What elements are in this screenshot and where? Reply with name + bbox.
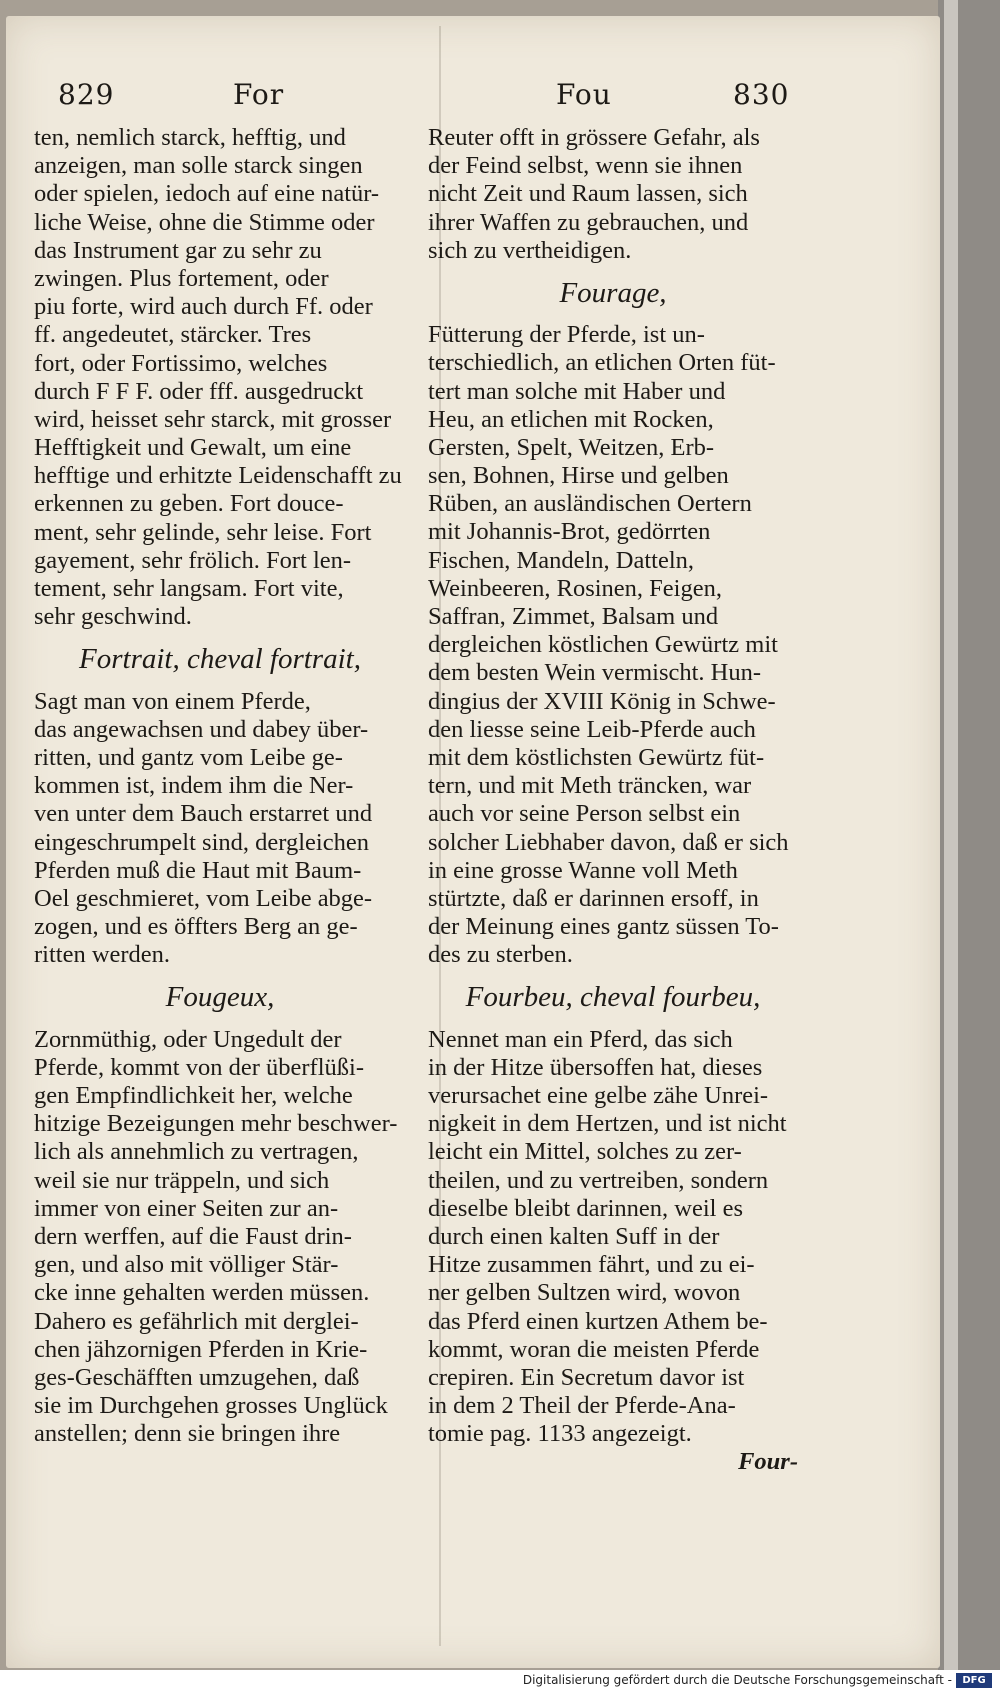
text-line: tert man solche mit Haber und xyxy=(428,377,726,405)
text-line: sie im Durchgehen grosses Unglück xyxy=(34,1392,388,1420)
text-line: hefftige und erhitzte Leidenschafft zu xyxy=(34,462,402,490)
text-line: Fütterung der Pferde, ist un- xyxy=(428,321,705,349)
text-line: ihrer Waffen zu gebrauchen, und xyxy=(428,208,749,236)
left-text-block-3 xyxy=(34,1026,406,1449)
text-line: Dahero es gefährlich mit derglei- xyxy=(34,1307,359,1335)
text-line: tern, und mit Meth träncken, war xyxy=(428,772,752,800)
left-running-title: For xyxy=(233,78,285,111)
entry-heading-fougeux: Fougeux, xyxy=(165,981,275,1014)
text-line: den liesse seine Leib-Pferde auch xyxy=(428,715,756,743)
left-page-number: 829 xyxy=(58,78,115,111)
text-line: solcher Liebhaber davon, daß er sich xyxy=(428,828,789,856)
text-line: mit Johannis-Brot, gedörrten xyxy=(428,518,711,546)
text-line: anzeigen, man solle starck singen xyxy=(34,152,363,180)
text-line: hitzige Bezeigungen mehr beschwer- xyxy=(34,1110,398,1138)
text-line: ven unter dem Bauch erstarret und xyxy=(34,800,373,828)
text-line: dieselbe bleibt darinnen, weil es xyxy=(428,1194,743,1222)
text-line: dem besten Wein vermischt. Hun- xyxy=(428,659,762,687)
right-running-title: Fou xyxy=(556,78,612,111)
text-line: Oel geschmieret, vom Leibe abge- xyxy=(34,884,373,912)
text-line: oder spielen, iedoch auf eine natür- xyxy=(34,180,380,208)
text-line: ner gelben Sultzen wird, wovon xyxy=(428,1279,741,1307)
text-line: cke inne gehalten werden müssen. xyxy=(34,1279,370,1307)
text-line: der Feind selbst, wenn sie ihnen xyxy=(428,152,743,180)
text-line: verursachet eine gelbe zähe Unrei- xyxy=(428,1082,769,1109)
text-line: immer von einer Seiten zur an- xyxy=(34,1194,339,1222)
text-line: gayement, sehr frölich. Fort len- xyxy=(34,546,352,574)
text-line: der Meinung eines gantz süssen To- xyxy=(428,913,779,941)
left-text-block-1 xyxy=(34,124,406,631)
text-line: crepiren. Ein Secretum davor ist xyxy=(428,1363,745,1391)
text-line: theilen, und zu vertreiben, sondern xyxy=(428,1166,769,1194)
text-line: liche Weise, ohne die Stimme oder xyxy=(34,208,375,236)
text-line: Fischen, Mandeln, Datteln, xyxy=(428,546,695,574)
text-line: Nennet man ein Pferd, das sich xyxy=(428,1025,733,1053)
text-line: terschiedlich, an etlichen Orten füt- xyxy=(428,349,776,377)
text-line: das Pferd einen kurtzen Athem be- xyxy=(428,1307,768,1335)
text-line: fort, oder Fortissimo, welches xyxy=(34,349,328,377)
left-column xyxy=(34,124,406,1448)
right-column xyxy=(428,124,798,1477)
text-line: des zu sterben. xyxy=(428,941,573,969)
text-line: Hefftigkeit und Gewalt, um eine xyxy=(34,434,352,462)
text-line: mit dem köstlichsten Gewürtz füt- xyxy=(428,743,765,771)
text-line: zwingen. Plus fortement, oder xyxy=(34,264,329,292)
text-line: tomie pag. 1133 angezeigt. xyxy=(428,1420,692,1448)
catchword: Four- xyxy=(738,1448,798,1476)
text-line: Weinbeeren, Rosinen, Feigen, xyxy=(428,574,722,602)
text-line: das angewachsen und dabey über- xyxy=(34,715,369,743)
text-line: gen, und also mit völliger Stär- xyxy=(34,1251,339,1279)
text-line: dern werffen, auf die Faust drin- xyxy=(34,1222,352,1250)
footer-credit: Digitalisierung gefördert durch die Deutsche Forschungsgemeinschaft - xyxy=(522,1673,952,1687)
text-line: zogen, und es öffters Berg an ge- xyxy=(34,913,358,941)
right-text-block-3 xyxy=(428,1026,798,1449)
text-line: dingius der XVIII König in Schwe- xyxy=(428,687,776,715)
text-line: ritten, und gantz vom Leibe ge- xyxy=(34,743,343,771)
text-line: weil sie nur träppeln, und sich xyxy=(34,1166,330,1194)
text-line: gen Empfindlichkeit her, welche xyxy=(34,1082,353,1109)
text-line: eingeschrumpelt sind, dergleichen xyxy=(34,828,369,856)
text-line: piu forte, wird auch durch Ff. oder xyxy=(34,293,373,321)
text-line: Heu, an etlichen mit Rocken, xyxy=(428,405,714,433)
text-line: das Instrument gar zu sehr zu xyxy=(34,236,322,264)
text-line: Rüben, an ausländischen Oertern xyxy=(428,490,752,518)
text-line: Hitze zusammen fährt, und zu ei- xyxy=(428,1251,755,1279)
text-line: kommen ist, indem ihm die Ner- xyxy=(34,772,354,800)
text-line: Zornmüthig, oder Ungedult der xyxy=(34,1025,342,1053)
dfg-logo: DFG xyxy=(956,1673,992,1688)
text-line: ritten werden. xyxy=(34,941,171,969)
text-line: sen, Bohnen, Hirse und gelben xyxy=(428,462,729,490)
text-line: chen jähzornigen Pferden in Krie- xyxy=(34,1335,368,1363)
text-line: in eine grosse Wanne voll Meth xyxy=(428,856,738,884)
text-line: sehr geschwind. xyxy=(34,603,192,631)
right-text-block-2 xyxy=(428,321,798,969)
text-line: Sagt man von einem Pferde, xyxy=(34,687,311,715)
text-line: tement, sehr langsam. Fort vite, xyxy=(34,575,344,602)
text-line: sich zu vertheidigen. xyxy=(428,236,632,264)
entry-heading-fortrait: Fortrait, cheval fortrait, xyxy=(79,643,361,676)
text-line: anstellen; denn sie bringen ihre xyxy=(34,1420,341,1448)
text-line: auch vor seine Person selbst ein xyxy=(428,800,741,828)
scan-edge-strip xyxy=(944,0,958,1692)
text-line: durch F F F. oder fff. ausgedruckt xyxy=(34,377,364,405)
text-line: wird, heisset sehr starck, mit grosser xyxy=(34,405,392,433)
text-line: Pferden muß die Haut mit Baum- xyxy=(34,856,362,884)
text-line: ges-Geschäfften umzugehen, daß xyxy=(34,1363,360,1391)
text-line: ment, sehr gelinde, sehr leise. Fort xyxy=(34,518,372,546)
text-line: kommt, woran die meisten Pferde xyxy=(428,1335,760,1363)
text-line: leicht ein Mittel, solches zu zer- xyxy=(428,1138,742,1166)
text-line: Saffran, Zimmet, Balsam und xyxy=(428,603,719,630)
text-line: durch einen kalten Suff in der xyxy=(428,1222,720,1250)
right-page-number: 830 xyxy=(733,78,790,111)
text-line: nigkeit in dem Hertzen, und ist nicht xyxy=(428,1110,787,1138)
entry-heading-fourage: Fourage, xyxy=(559,276,667,309)
text-line: in der Hitze übersoffen hat, dieses xyxy=(428,1053,763,1081)
entry-heading-fourbeu: Fourbeu, cheval fourbeu, xyxy=(465,981,761,1014)
text-line: lich als annehmlich zu vertragen, xyxy=(34,1138,359,1166)
text-line: Reuter offt in grössere Gefahr, als xyxy=(428,124,760,151)
text-line: Gersten, Spelt, Weitzen, Erb- xyxy=(428,433,715,461)
text-line: in dem 2 Theil der Pferde-Ana- xyxy=(428,1392,736,1420)
text-line: Pferde, kommt von der überflüßi- xyxy=(34,1053,364,1081)
text-line: ten, nemlich starck, hefftig, und xyxy=(34,124,346,151)
left-text-block-2 xyxy=(34,688,406,970)
text-line: ff. angedeutet, stärcker. Tres xyxy=(34,321,312,349)
text-line: dergleichen köstlichen Gewürtz mit xyxy=(428,631,778,659)
right-text-block-1 xyxy=(428,124,798,265)
text-line: nicht Zeit und Raum lassen, sich xyxy=(428,180,748,208)
text-line: stürtzte, daß er darinnen ersoff, in xyxy=(428,884,759,912)
text-line: erkennen zu geben. Fort douce- xyxy=(34,490,344,518)
